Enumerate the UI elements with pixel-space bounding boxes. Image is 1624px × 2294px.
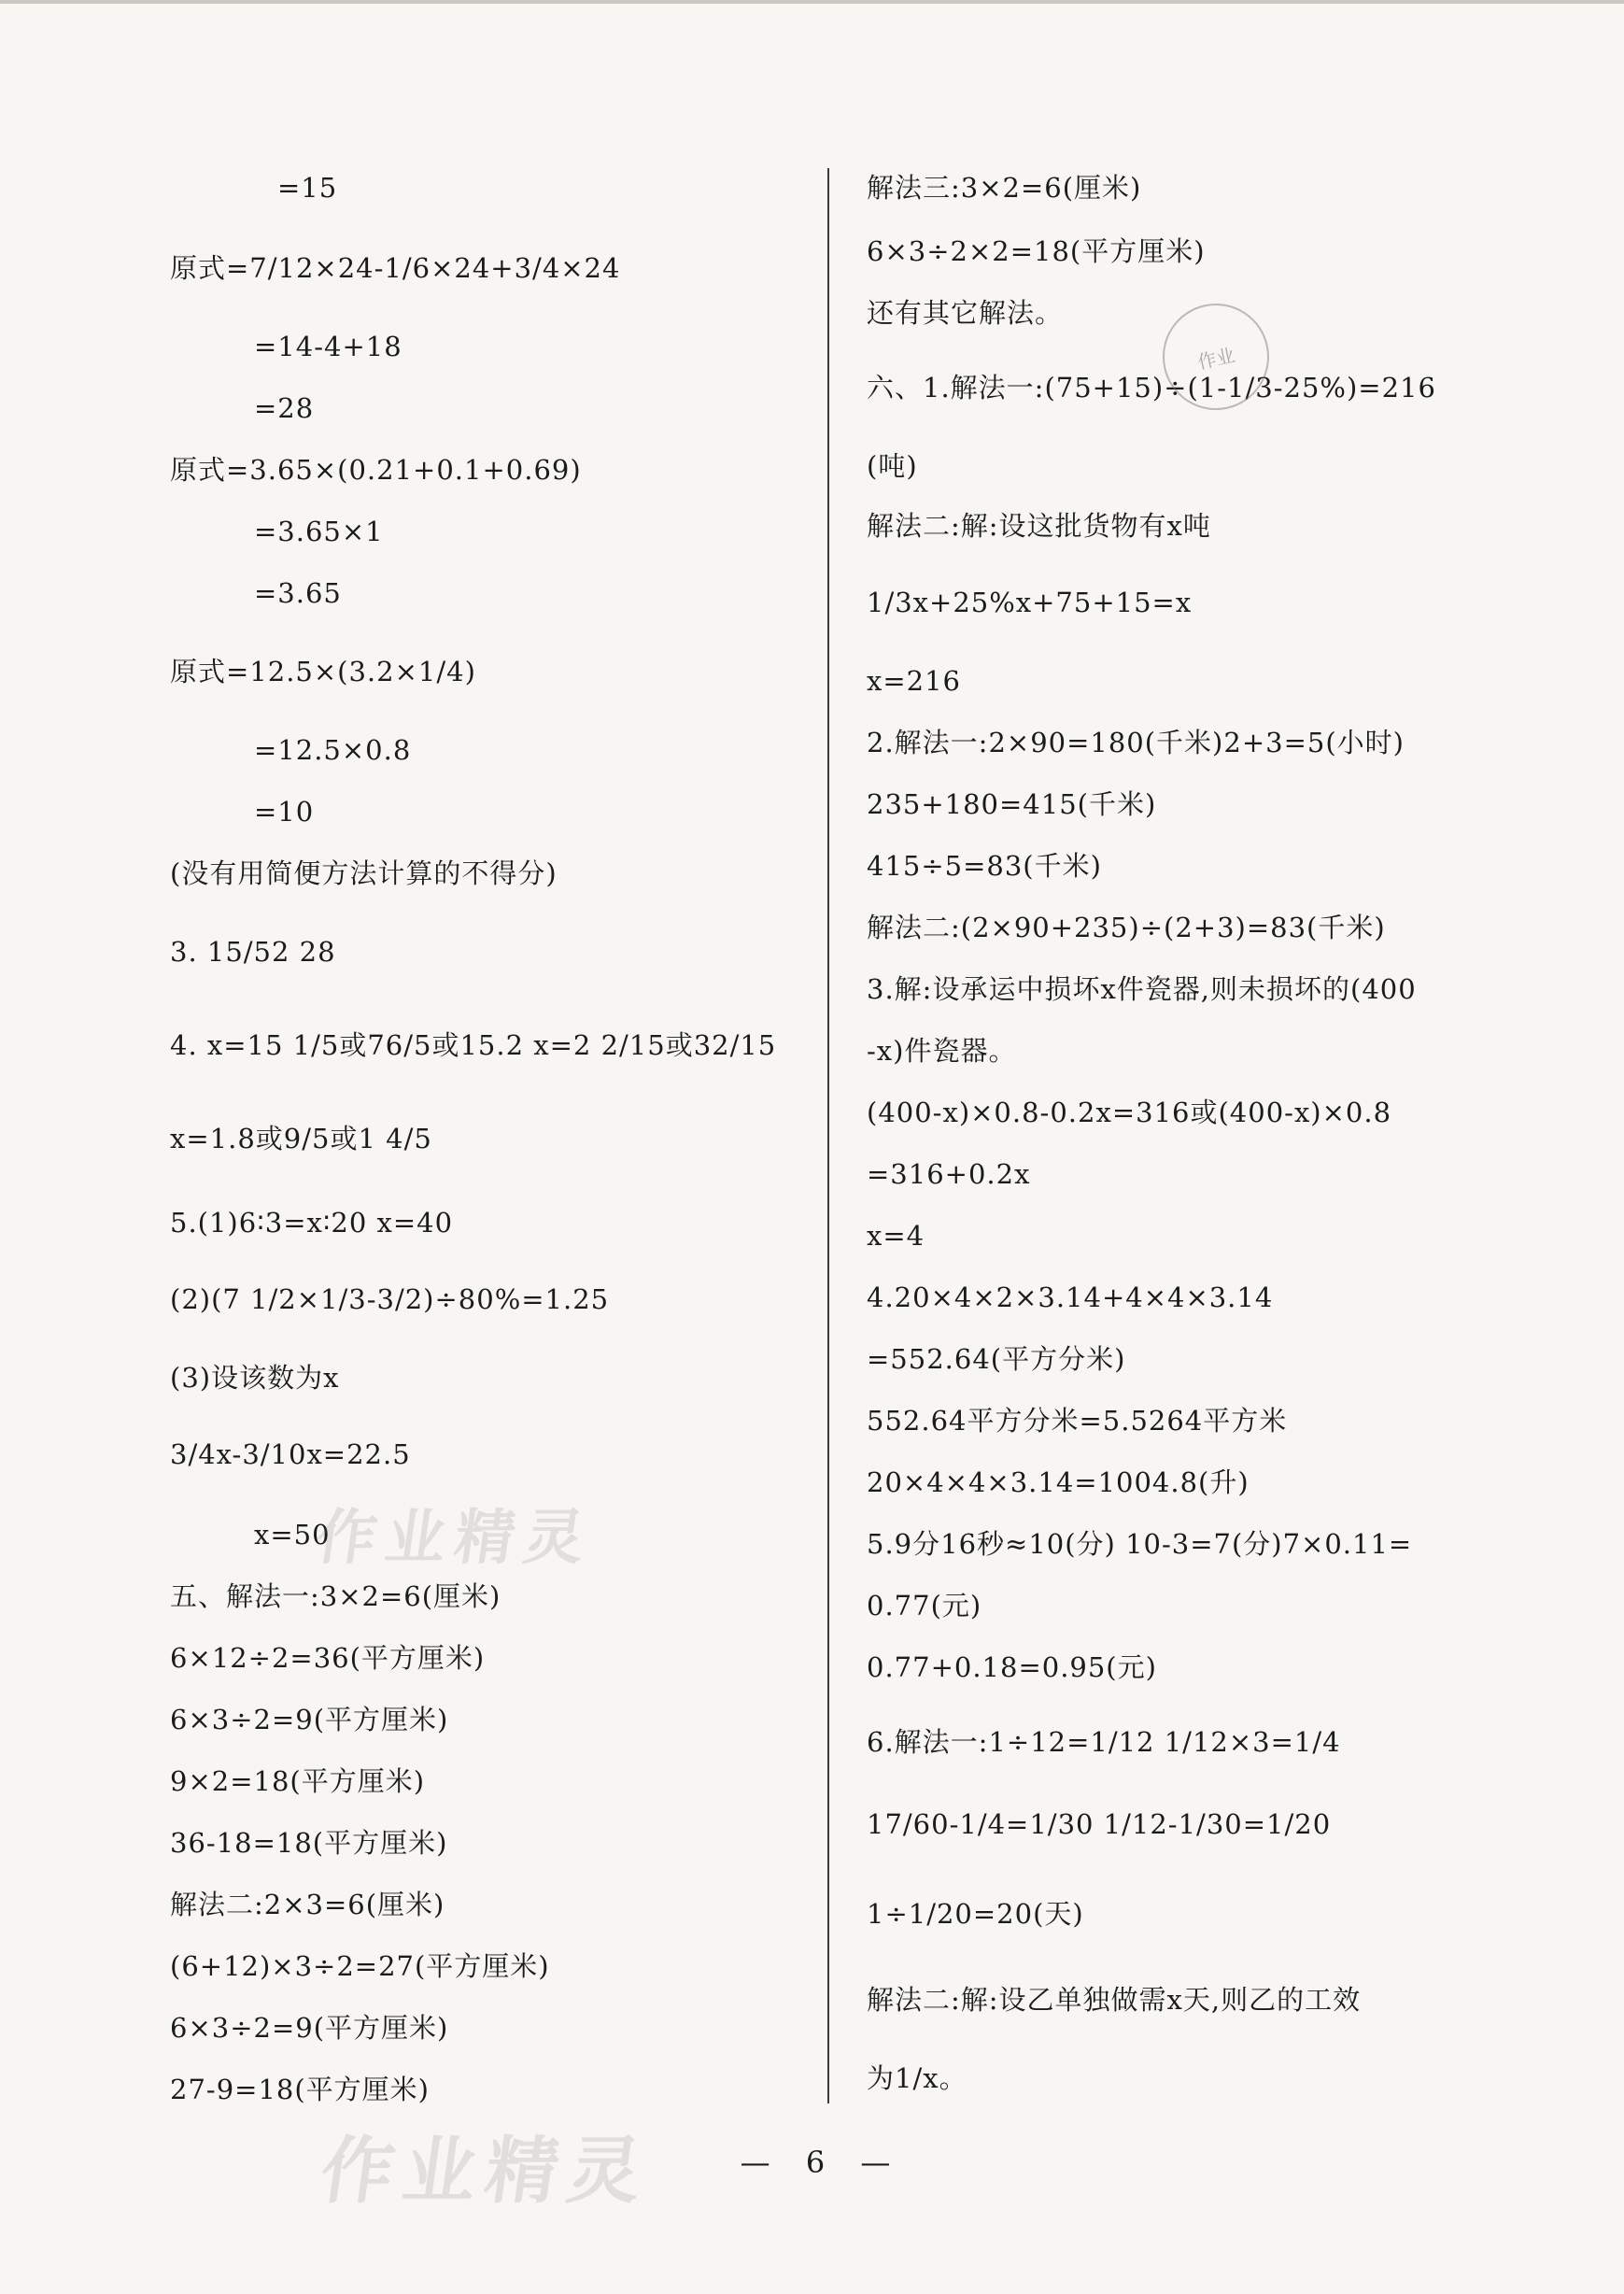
text-line: =3.65×1 <box>254 516 384 547</box>
text-line: 3. 15/52 28 <box>170 936 336 968</box>
text-line: =3.65 <box>254 577 342 609</box>
text-line: 还有其它解法。 <box>867 297 1064 329</box>
text-line: 0.77(元) <box>867 1590 982 1621</box>
page-top-edge <box>0 0 1624 4</box>
text-line: 解法二:(2×90+235)÷(2+3)=83(千米) <box>867 912 1386 943</box>
text-line: 6×12÷2=36(平方厘米) <box>170 1642 486 1674</box>
text-line: 5.(1)6∶3=x∶20 x=40 <box>170 1207 454 1239</box>
text-line: =28 <box>254 392 315 424</box>
text-line: 0.77+0.18=0.95(元) <box>867 1651 1157 1683</box>
text-line: (2)(7 1/2×1/3-3/2)÷80%=1.25 <box>170 1283 610 1315</box>
text-line: 解法二:解:设这批货物有x吨 <box>867 510 1211 542</box>
text-line: =552.64(平方分米) <box>867 1343 1126 1375</box>
text-line: (吨) <box>867 450 918 482</box>
text-line: 17/60-1/4=1/30 1/12-1/30=1/20 <box>867 1808 1332 1840</box>
text-line: 解法二:2×3=6(厘米) <box>170 1889 445 1920</box>
text-line: 415÷5=83(千米) <box>867 850 1102 882</box>
text-line: 9×2=18(平方厘米) <box>170 1765 426 1797</box>
text-line: x=1.8或9/5或1 4/5 <box>170 1123 432 1154</box>
text-line: 解法三:3×2=6(厘米) <box>867 172 1142 204</box>
text-line: 解法二:解:设乙单独做需x天,则乙的工效 <box>867 1984 1362 2016</box>
text-line: 27-9=18(平方厘米) <box>170 2074 430 2105</box>
text-line: (6+12)×3÷2=27(平方厘米) <box>170 1950 550 1982</box>
text-line: 1÷1/20=20(天) <box>867 1898 1084 1930</box>
text-line: =15 <box>277 172 338 204</box>
text-line: 1/3x+25%x+75+15=x <box>867 587 1193 618</box>
text-line: 235+180=415(千米) <box>867 788 1157 820</box>
text-line: 3/4x-3/10x=22.5 <box>170 1438 411 1470</box>
text-line: 6×3÷2×2=18(平方厘米) <box>867 235 1206 267</box>
column-divider <box>827 168 829 2103</box>
text-line: =12.5×0.8 <box>254 734 412 766</box>
watermark-bottom: 作业精灵 <box>315 2130 657 2214</box>
text-line: 6×3÷2=9(平方厘米) <box>170 2012 449 2044</box>
text-line: -x)件瓷器。 <box>867 1035 1017 1067</box>
stamp-seal: 作业 <box>1152 293 1278 419</box>
text-line: 2.解法一:2×90=180(千米)2+3=5(小时) <box>867 727 1405 758</box>
text-line: =10 <box>254 796 315 828</box>
text-line: (3)设该数为x <box>170 1362 340 1394</box>
text-line: 20×4×4×3.14=1004.8(升) <box>867 1466 1250 1498</box>
text-line: 4.20×4×2×3.14+4×4×3.14 <box>867 1282 1274 1313</box>
text-line: 为1/x。 <box>867 2062 967 2094</box>
text-line: x=4 <box>867 1220 925 1252</box>
text-line: 4. x=15 1/5或76/5或15.2 x=2 2/15或32/15 <box>170 1029 777 1061</box>
text-line: (没有用简便方法计算的不得分) <box>170 857 558 889</box>
text-line: 552.64平方分米=5.5264平方米 <box>867 1405 1288 1437</box>
text-line: 6×3÷2=9(平方厘米) <box>170 1704 449 1735</box>
text-line: =14-4+18 <box>254 331 402 362</box>
text-line: 3.解:设承运中损坏x件瓷器,则未损坏的(400 <box>867 973 1417 1005</box>
text-line: 36-18=18(平方厘米) <box>170 1827 448 1859</box>
watermark-middle: 作业精灵 <box>311 1504 599 1573</box>
text-line: 5.9分16秒≈10(分) 10-3=7(分)7×0.11= <box>867 1528 1413 1560</box>
text-line: =316+0.2x <box>867 1158 1031 1190</box>
text-line: 六、1.解法一:(75+15)÷(1-1/3-25%)=216 <box>867 372 1436 404</box>
text-line: 6.解法一:1÷12=1/12 1/12×3=1/4 <box>867 1726 1341 1758</box>
text-line: (400-x)×0.8-0.2x=316或(400-x)×0.8 <box>867 1097 1392 1128</box>
text-line: x=50 <box>254 1519 331 1551</box>
text-line: 五、解法一:3×2=6(厘米) <box>170 1580 501 1612</box>
page-number: — 6 — <box>740 2145 904 2180</box>
text-line: 原式=3.65×(0.21+0.1+0.69) <box>170 454 582 486</box>
text-line: x=216 <box>867 665 962 697</box>
text-line: 原式=12.5×(3.2×1/4) <box>170 656 476 687</box>
text-line: 原式=7/12×24-1/6×24+3/4×24 <box>170 252 621 284</box>
